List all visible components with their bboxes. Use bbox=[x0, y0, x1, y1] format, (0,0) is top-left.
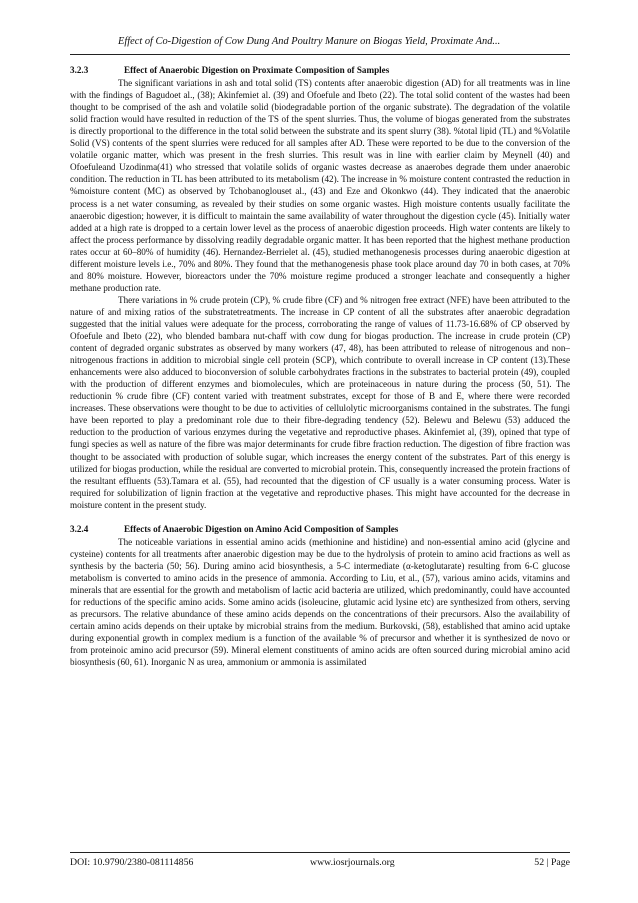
body-paragraph: There variations in % crude protein (CP), % crude fibre (CF) and % nitrogen free extract (NFE) have been attributed to the nature of and mixing ratios of the substratetreatments. The increase in CP content of all the substrates after anaerobic degradation suggested that the initial values were adequate for the process, corroborating the range of values of 11.73-16.68% of CP observed by Ofoefule and Ibeto (22), who blended bambara nut-chaff with cow dung for biogas production. The increase in crude protein (CP) content of degraded organic substrates as observed by many workers (47, 48), has been attributed to release of nitrogenous and non–nitrogenous fractions in addition to microbial single cell protein (SCP), which contribute to overall increase in CP content (13).These enhancements were also adduced to bioconversion of soluble carbohydrates fractions in the substrates to bacterial protein (49), coupled with the production of different enzymes and biomolecules, which are proteinaceous in nature during the process (50, 51). The reductionin % crude fibre (CF) content varied with treatment substrates, except for those of B and E, where there were recorded increases. These observations were thought to be due to activities of cellulolytic microorganisms contained in the substrates. The fungi have been reported to play a predominant role due to their fibre-degrading tendency (52). Belewu and Belewu (53) adduced the reduction to the production of various enzymes during the vegetative and reproductive phases. Akinfemiet al, (39), opined that type of fungi species as well as nature of the fibre was major determinants for crude fibre fraction reduction. The digestion of fibre fraction was thought to be associated with production of soluble sugar, which increases the energy content of the substrates. Part of this energy is utilized for biogas production, while the residual are converted to microbial protein. This, consequently increased the protein fractions of the resultant effluents (53).Tamara et al. (55), had recounted that the digestion of CF usually is a water consuming process. Water is required for solubilization of lignin fraction at the vegetative and reproductive phases. This might have accounted for the decrease in moisture content in the present study. bbox=[70, 294, 570, 510]
footer-doi: DOI: 10.9790/2380-081114856 bbox=[70, 857, 194, 868]
section-title: Effects of Anaerobic Digestion on Amino Acid Composition of Samples bbox=[124, 523, 399, 534]
header-divider bbox=[70, 54, 570, 55]
section-heading-3-2-3 bbox=[70, 64, 570, 76]
running-header: Effect of Co-Digestion of Cow Dung And Poultry Manure on Biogas Yield, Proximate And... bbox=[118, 36, 501, 47]
footer-divider bbox=[70, 852, 570, 853]
footer-page-number: 52 | Page bbox=[534, 857, 570, 868]
section-number: 3.2.3 bbox=[70, 65, 89, 75]
body-paragraph: The significant variations in ash and total solid (TS) contents after anaerobic digestion (AD) for all treatments was in line with the findings of Bagudoet al., (38); Akinfemiet al. (39) and Ofoefule and Ibeto (22). The total solid content of the wastes had been thought to be comprised of the ash and volatile solid (biodegradable portion of the organic substrate). The degradation of the volatile solid fraction would have resulted in reduction of the TS of the spent slurries. Thus, the volume of biogas generated from the substrates is directly proportional to the difference in the total solid between the substrate and its spent slurry (38). %total lipid (TL) and %Volatile Solid (VS) contents of the spent slurries were reduced for all samples after AD. These were reported to be due to the conversion of the volatile organic matter, which was present in the fresh slurries. This result was in line with earlier claim by Meynell (40) and Ofoefuleand Uzodinma(41) who stressed that volatile solids of organic wastes decrease as anaerobes degrade them under anaerobic condition. The reduction in TL has been attributed to its metabolism (42). The increase in % moisture content contrasted the reduction in %moisture content (MC) as observed by Tchobanoglouset al., (43) and Eze and Okonkwo (44). They indicated that the anaerobic process is a net water consuming, as revealed by their studies on some organic wastes. High moisture contents usually facilitate the anaerobic digestion; however, it is difficult to maintain the same availability of water throughout the digestion cycle (45). Initially water added at a high rate is dropped to a certain lower level as the process of anaerobic digestion proceeds. High water contents are likely to affect the process performance by dissolving readily degradable organic matter. It has been reported that the highest methane production rates occur at 60–80% of humidity (46). Hernandez-Berrielet al. (45), studied methanogenesis processes during anaerobic digestion at different moisture levels i.e., 70% and 80%. They found that the methanogenesis phase took place around day 70 in both cases, at 70% and 80% moisture. However, bioreactors under the 70% moisture regime produced a stronger leachate and consequently a higher methane production rate. bbox=[70, 78, 570, 293]
section-number: 3.2.4 bbox=[70, 523, 89, 534]
body-paragraph: The noticeable variations in essential amino acids (methionine and histidine) and non-essential amino acid (glycine and cysteine) contents for all treatments after anaerobic digestion may be due to the hydrolysis of protein to amino acid fractions as well as synthesis by the bacteria (50; 56). During amino acid biosynthesis, a 5-C intermediate (α-ketoglutarate) resulting from 6-C glucose metabolism is converted to amino acids in the presence of ammonia. According to Liu, et al., (57), various amino acids, vitamins and minerals that are essential for the growth and metabolism of lactic acid bacteria are utilized, which predominantly, could have accounted for reductions of the specific amino acids. Some amino acids (isoleucine, glutamic acid lysine etc) are synthesized from others, serving as precursors. The relative abundance of these amino acids depends on the concentrations of their precursors. Also the availability of certain amino acids depends on their uptake by microbial strains from the medium. Burkovski, (58), established that amino acid uptake during exponential growth in complex medium is a function of the available % of precursor and whether it is synthesized de novo or from proteinoic amino acid precursor (59). Mineral element constituents of amino acids are often sourced during microbial amino acid biosynthesis (60, 61). Inorganic N as urea, ammonium or ammonia is assimilated bbox=[70, 536, 570, 668]
section-heading-3-2-4 bbox=[70, 523, 570, 535]
footer-journal-link[interactable]: www.iosrjournals.org bbox=[310, 857, 395, 868]
page-body bbox=[70, 64, 570, 668]
section-title: Effect of Anaerobic Digestion on Proximate Composition of Samples bbox=[124, 65, 390, 75]
